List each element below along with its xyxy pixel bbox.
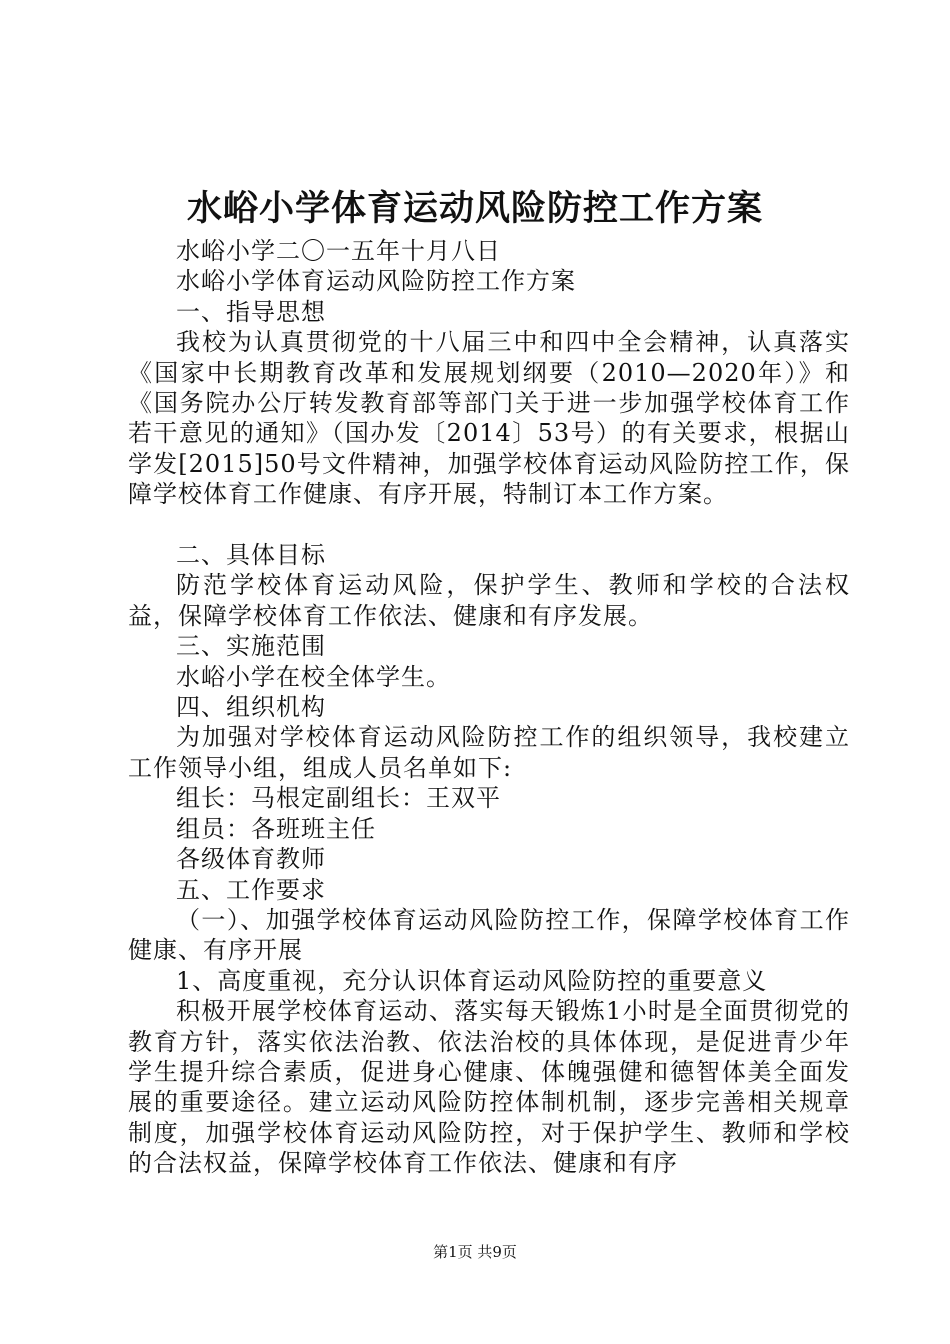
teachers-line: 各级体育教师 [176,845,326,874]
date-line: 水峪小学二〇一五年十月八日 [176,237,501,265]
section-heading-4: 四、组织机构 [176,693,326,722]
section-heading-5: 五、工作要求 [176,875,326,904]
paragraph-goals: 防范学校体育运动风险，保护学生、教师和学校的合法权益，保障学校体育工作依法、健康和有序发展。 [128,571,850,630]
page-number-footer: 第1页 共9页 [433,1243,517,1261]
section-heading-1: 一、指导思想 [176,297,326,326]
paragraph-importance: 积极开展学校体育运动、落实每天锻炼1小时是全面贯彻党的教育方针，落实依法治教、依法治校的具体体现，是促进青少年学生提升综合素质，促进身心健康、体魄强健和德智体美全面发展的重要途径。建立运动风险防控体制机制，逐步完善相关规章制度，加强学校体育运动风险防控，对于保护学生、教师和学校的合法权益，保障学校体育工作依法、健康和有序 [128,997,850,1178]
paragraph-scope: 水峪小学在校全体学生。 [176,662,451,691]
subsection-heading-1: （一）、加强学校体育运动风险防控工作，保障学校体育工作健康、有序开展 [128,905,850,965]
document-title: 水峪小学体育运动风险防控工作方案 [186,188,763,229]
item-heading-1: 1、高度重视，充分认识体育运动风险防控的重要意义 [176,966,768,995]
subtitle-line: 水峪小学体育运动风险防控工作方案 [176,267,576,296]
members-line: 组员：各班班主任 [176,814,376,843]
paragraph-guiding-ideas: 我校为认真贯彻党的十八届三中和四中全会精神，认真落实《国家中长期教育改革和发展规划纲要（2010—2020年）》和《国务院办公厅转发教育部等部门关于进一步加强学校体育工作若干意见的通知》（国办发〔2014〕53号）的有关要求，根据山学发[2015]50号文件精神，加强学校体育运动风险防控工作，保障学校体育工作健康、有序开展，特制订本工作方案。 [128,328,850,509]
section-heading-2: 二、具体目标 [176,541,326,570]
paragraph-organization: 为加强对学校体育运动风险防控工作的组织领导，我校建立工作领导小组，组成人员名单如下: [128,723,850,782]
document-body [128,236,850,1179]
leader-line: 组长：马根定副组长：王双平 [176,784,501,813]
section-heading-3: 三、实施范围 [176,632,326,661]
